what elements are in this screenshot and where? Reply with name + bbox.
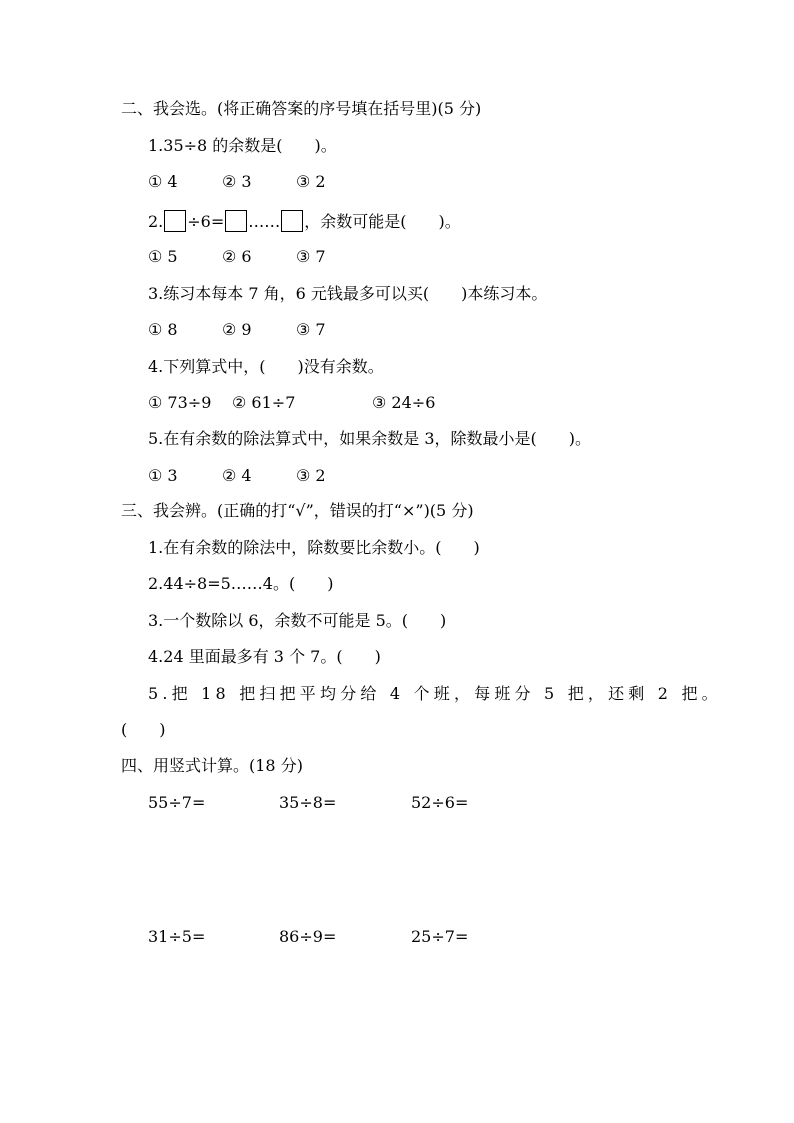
option[interactable]: ① 4 [148,172,178,191]
option[interactable]: ② 61÷7 [232,393,296,412]
option[interactable]: ① 5 [148,247,178,266]
option[interactable]: ③ 24÷6 [372,393,436,412]
calc-problem: 35÷8= [279,793,337,812]
choice-question-3: 3.练习本每本 7 角，6 元钱最多可以买( )本练习本。 [148,284,548,303]
calc-problem: 25÷7= [411,927,469,946]
option[interactable]: ① 3 [148,466,178,485]
choice-options-5 [148,466,326,486]
choice-question-5: 5.在有余数的除法算式中，如果余数是 3，除数最小是( )。 [148,429,592,448]
section-title-vertical: 四、用竖式计算。(18 分) [121,756,303,775]
choice-question-1: 1.35÷8 的余数是( )。 [148,136,337,155]
choice-question-4: 4.下列算式中，( )没有余数。 [148,357,384,376]
judge-item-5: 5.把 18 把扫把平均分给 4 个班，每班分 5 把，还剩 2 把。 [148,684,722,703]
judge-item-5-bracket: ( ) [121,720,166,739]
option[interactable]: ③ 2 [296,466,326,485]
option[interactable]: ② 6 [222,247,252,266]
choice-options-4 [148,393,435,413]
option[interactable]: ② 3 [222,172,252,191]
judge-item-1: 1.在有余数的除法中，除数要比余数小。( ) [148,538,480,557]
option[interactable]: ③ 7 [296,320,326,339]
option[interactable]: ① 73÷9 [148,393,212,412]
division-text: ÷6= [187,212,225,231]
choice-options-3 [148,320,326,340]
option[interactable]: ① 8 [148,320,178,339]
calc-problem: 86÷9= [279,927,337,946]
option[interactable]: ③ 2 [296,172,326,191]
blank-box [281,210,303,232]
calc-problem: 31÷5= [148,927,206,946]
section-title-judge: 三、我会辨。(正确的打“√”，错误的打“×”)(5 分) [121,501,474,520]
choice-options-1 [148,172,326,192]
question-number: 2. [148,212,164,231]
calc-problem: 52÷6= [411,793,469,812]
blank-box [225,210,247,232]
judge-item-4: 4.24 里面最多有 3 个 7。( ) [148,647,381,666]
judge-item-3: 3.一个数除以 6，余数不可能是 5。( ) [148,611,447,630]
option[interactable]: ③ 7 [296,247,326,266]
blank-box [164,210,186,232]
option[interactable]: ② 4 [222,466,252,485]
choice-options-2 [148,247,326,267]
choice-question-2 [148,210,461,230]
option[interactable]: ② 9 [222,320,252,339]
question-suffix: ，余数可能是( )。 [304,212,461,231]
ellipsis-text: …… [248,212,281,231]
section-title-choice: 二、我会选。(将正确答案的序号填在括号里)(5 分) [121,99,482,118]
calc-problem: 55÷7= [148,793,206,812]
judge-item-2: 2.44÷8=5……4。( ) [148,574,334,593]
